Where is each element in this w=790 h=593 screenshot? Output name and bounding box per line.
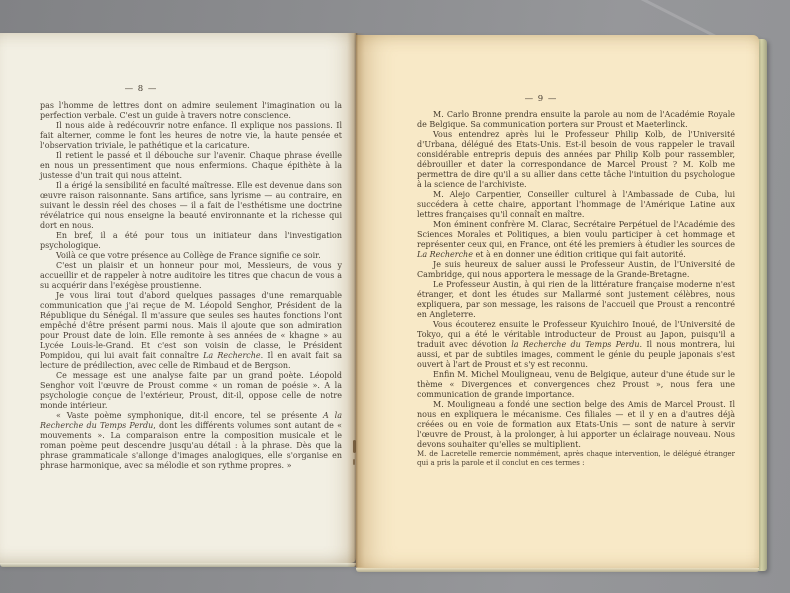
paragraph: En bref, il a été pour tous un initiateur dans l'investigation psychologique. xyxy=(40,231,342,250)
paragraph: Voilà ce que votre présence au Collège de France signifie ce soir. xyxy=(56,251,321,260)
paragraph: Il a érigé la sensibilité en faculté maîtresse. Elle est devenue dans son œuvre raison raisonnante. Sans artifice, sans lyrisme — au contraire, en suivant le dessin réel des choses — il a fait de l'esthétisme une doctrine révélatrice qui nous enseigne la beauté environnante et la richesse qui dort en nous. xyxy=(40,181,342,230)
page-8-number: — 8 — xyxy=(124,84,158,94)
paragraph: Il nous aide à redécouvrir notre enfance. Il explique nos passions. Il fait alterner, comme le font les heures de notre vie, la haute pensée et l'observation triviale, le pathétique et la caricature. xyxy=(40,121,342,150)
paragraph: Je vous lirai tout d'abord quelques passages d'une remarquable communication que j'ai reçue de M. Léopold Senghor, Président de la République du Sénégal. Il m'assure que seules ses hautes fonctions l'ont empêché d'être présent parmi nous. Mais il ajoute que son admiration pour Proust date de loin. Elle remonte à ses années de « khagne » au Lycée Louis-le-Grand. Et c'est son voisin de classe, le Président Pompidou, qui lui avait fait connaître La Recherche. Il en avait fait sa lecture de prédilection, avec celle de Rimbaud et de Bergson. xyxy=(40,291,342,370)
binding-mark xyxy=(353,459,355,465)
page-9-text-block xyxy=(417,94,735,468)
page-9-footnote: M. de Lacretelle remercie nommément, après chaque intervention, le délégué étranger qui a pris la parole et il conclut en ces termes : xyxy=(417,450,735,467)
paragraph: C'est un plaisir et un honneur pour moi, Messieurs, de vous y accueillir et de rappeler à notre auditoire les titres que chacun de vous a su acquérir dans l'exégèse proustienne. xyxy=(40,261,342,290)
open-book xyxy=(0,32,771,572)
binding-mark xyxy=(353,440,356,453)
paragraph: Le Professeur Austin, à qui rien de la littérature française moderne n'est étranger, et dont les études sur Mallarmé sont justement célèbres, nous expliquera, par son message, les raisons de l'accueil que Proust a rencontré en Angleterre. xyxy=(417,280,735,319)
paragraph: Vous écouterez ensuite le Professeur Kyuichiro Inoué, de l'Université de Tokyo, qui a été le véritable introducteur de Proust au Japon, puisqu'il a traduit avec dévotion la Recherche du Temps Perdu. Il nous montrera, lui aussi, et par de subtiles images, comment le génie du peuple japonais s'est ouvert à l'art de Proust et s'y est reconnu. xyxy=(417,320,735,369)
page-stack-edge-right xyxy=(356,568,759,572)
page-8-paragraphs xyxy=(40,101,342,471)
page-9-number: — 9 — xyxy=(524,94,558,104)
paragraph: Je suis heureux de saluer aussi le Professeur Austin, de l'Université de Cambridge, qui nous apportera le message de la Grande-Bretagne. xyxy=(417,260,735,279)
paragraph: M. Mouligneau a fondé une section belge des Amis de Marcel Proust. Il nous en expliquera le mécanisme. Ces filiales — et il y en a d'autres déjà créées ou en voie de formation aux Etats-Unis — sont de nature à servir l'œuvre de Proust, à la prolonger, à lui apporter un éclairage nouveau. Nous devons souhaiter qu'elles se multiplient. xyxy=(417,400,735,449)
page-stack-edge-left xyxy=(0,563,356,567)
paragraph: Il retient le passé et il débouche sur l'avenir. Chaque phrase éveille en nous un pressentiment que nous enfermions. Chaque épithète à la justesse d'un trait qui nous atteint. xyxy=(40,151,342,180)
paragraph: « Vaste poème symphonique, dit-il encore, tel se présente A la Recherche du Temps Perdu, dont les différents volumes sont autant de « mouvements ». La comparaison entre la composition musicale et le roman poème peut descendre jusqu'au détail : à la phrase. Dès que la phrase grammaticale s'allonge d'images analogiques, elle s'organise en phrase harmonique, avec sa mélodie et son rythme propres. » xyxy=(40,411,342,470)
paragraph: Mon éminent confrère M. Clarac, Secrétaire Perpétuel de l'Académie des Sciences Morales et Politiques, a bien voulu participer à cet hommage et représenter ceux qui, en France, ont été les premiers à étudier les sources de La Recherche et à en donner une édition critique qui fait autorité. xyxy=(417,220,735,259)
page-8-text-block xyxy=(40,84,342,471)
paragraph: M. Carlo Bronne prendra ensuite la parole au nom de l'Académie Royale de Belgique. Sa communication portera sur Proust et Maeterlinck. xyxy=(417,110,735,129)
page-9-paragraphs xyxy=(417,110,735,450)
paragraph: Enfin M. Michel Mouligneau, venu de Belgique, auteur d'une étude sur le thème « Divergences et convergences chez Proust », nous fera une communication de grande importance. xyxy=(417,370,735,399)
paragraph: pas l'homme de lettres dont on admire seulement l'imagination ou la perfection verbale. C'est un guide à travers notre conscience. xyxy=(40,101,342,120)
paragraph: M. Alejo Carpentier, Conseiller culturel à l'Ambassade de Cuba, lui succédera à cette chaire, apportant l'hommage de l'Amérique Latine aux lettres françaises qu'il connaît en maître. xyxy=(417,190,735,219)
paragraph: Ce message est une analyse faite par un grand poète. Léopold Senghor voit l'œuvre de Proust comme « un roman de poésie ». A la psychologie conçue de l'extérieur, Proust, dit-il, oppose celle de notre monde intérieur. xyxy=(40,371,342,410)
paragraph: Vous entendrez après lui le Professeur Philip Kolb, de l'Université d'Urbana, délégué des Etats-Unis. Est-il besoin de vous rappeler le travail considérable entrepris depuis des années par Philip Kolb pour rassembler, débrouiller et dater la correspondance de Marcel Proust ? M. Kolb me permettra de dire qu'il a su allier dans cette tâche l'intuition du psychologue à la science de l'archiviste. xyxy=(417,130,735,189)
